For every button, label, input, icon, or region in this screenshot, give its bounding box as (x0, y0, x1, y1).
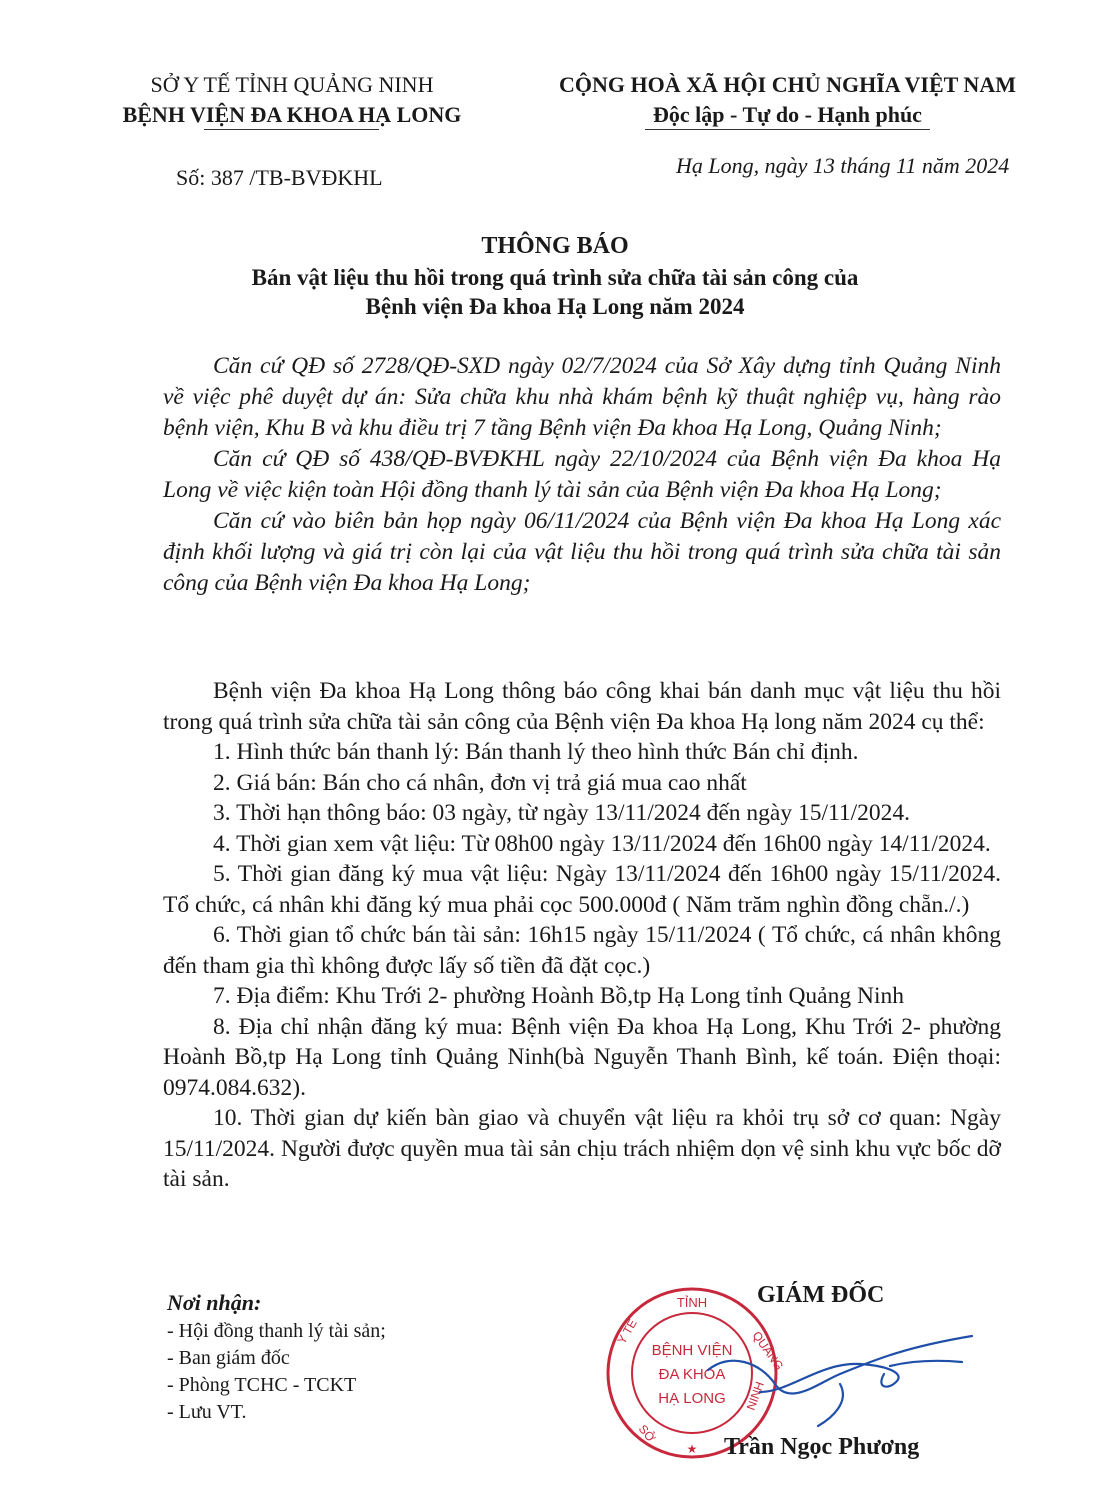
document-subtitle-1: Bán vật liệu thu hồi trong quá trình sửa chữa tài sản công của (251, 265, 859, 290)
recipient-item: - Ban giám đốc (167, 1347, 290, 1369)
recipient-item: - Lưu VT. (167, 1401, 247, 1423)
country-name: CỘNG HOÀ XÃ HỘI CHỦ NGHĨA VIỆT NAM (559, 72, 1016, 97)
signer-position: GIÁM ĐỐC (757, 1282, 885, 1308)
handwritten-signature (700, 1322, 980, 1432)
svg-text:BỆNH VIỆN: BỆNH VIỆN (651, 1342, 733, 1359)
signer-name: Trần Ngọc Phương (724, 1434, 920, 1460)
recipient-item: - Hội đồng thanh lý tài sản; (167, 1320, 386, 1342)
svg-text:ĐA KHOA: ĐA KHOA (658, 1366, 726, 1383)
reference-number: Số: 387 /TB-BVĐKHL (176, 165, 383, 190)
svg-text:★: ★ (686, 1442, 698, 1456)
notice-item: 8. Địa chỉ nhận đăng ký mua: Bệnh viện Đa khoa Hạ Long, Khu Trới 2- phường Hoành Bồ,tp Hạ Long tỉnh Quảng Ninh(bà Nguyễn Thanh Bình, kế toán. Điện thoại: 0974.084.632). (163, 1013, 1001, 1101)
legal-basis-item: Căn cứ QĐ số 438/QĐ-BVĐKHL ngày 22/10/2024 của Bệnh viện Đa khoa Hạ Long về việc kiện toàn Hội đồng thanh lý tài sản của Bệnh viện Đa khoa Hạ Long; (163, 446, 1001, 503)
notice-item: 3. Thời hạn thông báo: 03 ngày, từ ngày 13/11/2024 đến ngày 15/11/2024. (213, 800, 911, 826)
place-date: Hạ Long, ngày 13 tháng 11 năm 2024 (676, 153, 1010, 178)
notice-item: 2. Giá bán: Bán cho cá nhân, đơn vị trả giá mua cao nhất (213, 769, 747, 796)
document-title: THÔNG BÁO (481, 233, 629, 259)
issuer-underline (204, 129, 379, 130)
notice-item: 1. Hình thức bán thanh lý: Bán thanh lý theo hình thức Bán chỉ định. (213, 739, 859, 765)
recipients-block (167, 1289, 386, 1426)
notice-item: 6. Thời gian tổ chức bán tài sản: 16h15 ngày 15/11/2024 ( Tổ chức, cá nhân không đến tham gia thì không được lấy số tiền đã đặt cọc.) (163, 922, 1001, 979)
national-heading (520, 70, 1055, 130)
legal-basis (163, 351, 1001, 599)
svg-text:QUẢNG: QUẢNG (749, 1328, 787, 1373)
issuer-block (92, 70, 492, 130)
hospital-name: BỆNH VIỆN ĐA KHOA HẠ LONG (122, 102, 462, 127)
notice-body (163, 676, 1001, 1195)
svg-text:TỈNH: TỈNH (676, 1295, 708, 1310)
notice-item: 10. Thời gian dự kiến bàn giao và chuyển vật liệu ra khỏi trụ sở cơ quan: Ngày 15/11/2024. Người được quyền mua tài sản chịu trách nhiệm dọn vệ sinh khu vực bốc dỡ tài sản. (163, 1105, 1001, 1192)
svg-text:NINH: NINH (743, 1379, 767, 1413)
legal-basis-item: Căn cứ vào biên bản họp ngày 06/11/2024 của Bệnh viện Đa khoa Hạ Long xác định khối lượng và giá trị còn lại của vật liệu thu hồi trong quá trình sửa chữa tài sản công của Bệnh viện Đa khoa Hạ Long; (163, 508, 1001, 596)
motto-underline (645, 129, 930, 130)
svg-text:Y TẾ: Y TẾ (614, 1316, 640, 1347)
notice-item: 4. Thời gian xem vật liệu: Từ 08h00 ngày 13/11/2024 đến 16h00 ngày 14/11/2024. (213, 830, 991, 857)
svg-text:SỞ: SỞ (635, 1421, 659, 1445)
notice-item: 5. Thời gian đăng ký mua vật liệu: Ngày 13/11/2024 đến 16h00 ngày 15/11/2024. Tổ chức, cá nhân khi đăng ký mua phải cọc 500.000đ ( Năm trăm nghìn đồng chẵn./.) (163, 861, 1001, 918)
recipients-title: Nơi nhận: (167, 1290, 262, 1315)
legal-basis-item: Căn cứ QĐ số 2728/QĐ-SXD ngày 02/7/2024 của Sở Xây dựng tỉnh Quảng Ninh về việc phê duyệt dự án: Sửa chữa khu nhà khám bệnh kỹ thuật nghiệp vụ, hàng rào bệnh viện, Khu B và khu điều trị 7 tầng Bệnh viện Đa khoa Hạ Long, Quảng Ninh; (163, 353, 1001, 441)
svg-text:HẠ LONG: HẠ LONG (658, 1390, 726, 1407)
document-subtitle-2: Bệnh viện Đa khoa Hạ Long năm 2024 (365, 294, 745, 319)
recipient-item: - Phòng TCHC - TCKT (167, 1374, 357, 1396)
intro-paragraph: Bệnh viện Đa khoa Hạ Long thông báo công khai bán danh mục vật liệu thu hồi trong quá trình sửa chữa tài sản công của Bệnh viện Đa khoa Hạ long năm 2024 cụ thể: (163, 678, 1001, 735)
ministry-name: SỞ Y TẾ TỈNH QUẢNG NINH (150, 72, 434, 97)
national-motto: Độc lập - Tự do - Hạnh phúc (653, 102, 922, 127)
notice-item: 7. Địa điểm: Khu Trới 2- phường Hoành Bồ,tp Hạ Long tỉnh Quảng Ninh (213, 983, 904, 1009)
